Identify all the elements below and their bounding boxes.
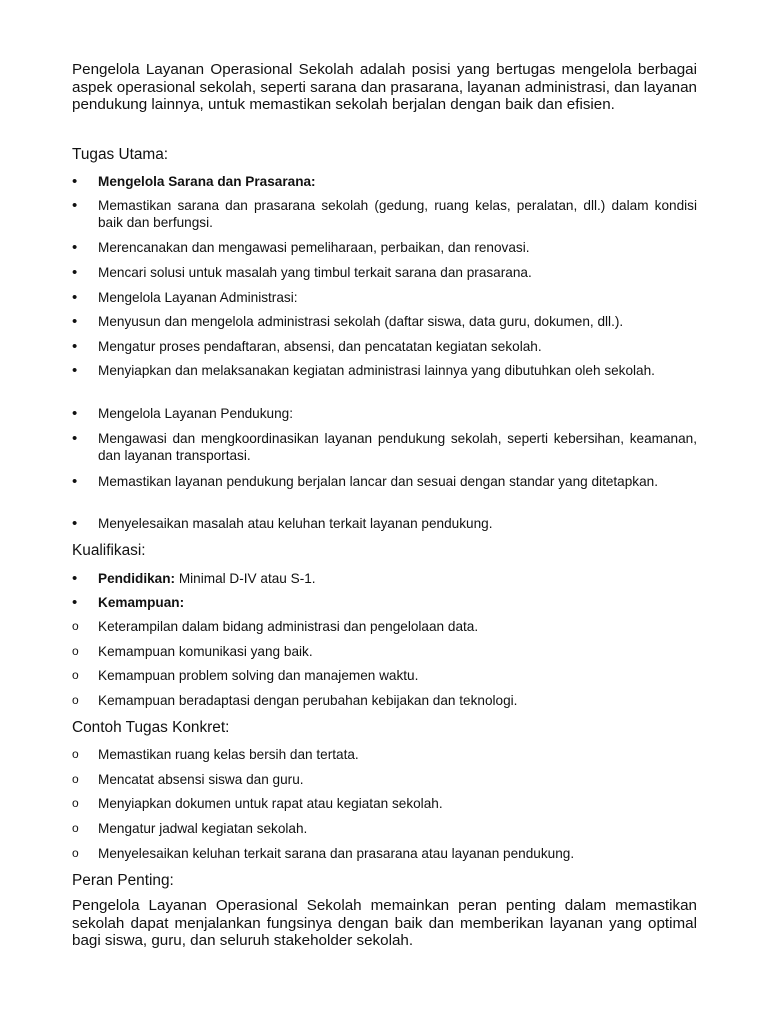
- circle-bullet-icon: o: [72, 693, 79, 707]
- list-item: [72, 430, 697, 464]
- circle-bullet-icon: o: [72, 668, 79, 682]
- item-text: Mengatur proses pendaftaran, absensi, dan pencatatan kegiatan sekolah.: [98, 339, 542, 354]
- bullet-icon: •: [72, 313, 78, 330]
- circle-bullet-icon: o: [72, 796, 79, 810]
- list-item: [72, 173, 697, 190]
- sub-list-item: [72, 692, 697, 709]
- bullet-icon: •: [72, 173, 78, 190]
- section-heading-contoh-tugas: Contoh Tugas Konkret:: [72, 719, 230, 736]
- item-text: Menyusun dan mengelola administrasi sekolah (daftar siswa, data guru, dokumen, dll.).: [98, 314, 624, 329]
- item-text: Menyelesaikan masalah atau keluhan terkait layanan pendukung.: [98, 516, 493, 531]
- list-item: [72, 289, 697, 306]
- circle-bullet-icon: o: [72, 772, 79, 786]
- list-item: [72, 197, 697, 231]
- circle-bullet-icon: o: [72, 747, 79, 761]
- circle-bullet-icon: o: [72, 821, 79, 835]
- list-item: [72, 405, 697, 422]
- bullet-icon: •: [72, 264, 78, 281]
- list-item: [72, 239, 697, 256]
- bullet-icon: •: [72, 197, 78, 214]
- item-text: Menyiapkan dokumen untuk rapat atau kegiatan sekolah.: [98, 796, 443, 811]
- list-item: [72, 473, 697, 490]
- bullet-icon: •: [72, 473, 78, 490]
- sub-list-item: [72, 795, 697, 812]
- list-item: [72, 594, 697, 611]
- item-text: Mengelola Layanan Administrasi:: [98, 290, 298, 305]
- sub-list-item: [72, 746, 697, 763]
- item-text: Mengelola Layanan Pendukung:: [98, 406, 293, 421]
- circle-bullet-icon: o: [72, 644, 79, 658]
- item-text: Mencari solusi untuk masalah yang timbul terkait sarana dan prasarana.: [98, 265, 532, 280]
- list-item: [72, 313, 697, 330]
- bullet-icon: •: [72, 430, 78, 447]
- intro-paragraph: Pengelola Layanan Operasional Sekolah adalah posisi yang bertugas mengelola berbagai aspek operasional sekolah, seperti sarana dan prasarana, layanan administrasi, dan layanan pendukung lainnya, untuk memastikan sekolah berjalan dengan baik dan efisien.: [72, 61, 697, 114]
- sub-list-item: [72, 845, 697, 862]
- item-text: Memastikan layanan pendukung berjalan lancar dan sesuai dengan standar yang ditetapkan.: [98, 474, 658, 489]
- list-item: [72, 264, 697, 281]
- sub-list-item: [72, 667, 697, 684]
- item-text: Keterampilan dalam bidang administrasi dan pengelolaan data.: [98, 619, 479, 634]
- list-item: [72, 570, 697, 587]
- item-text: Memastikan ruang kelas bersih dan tertata.: [98, 747, 359, 762]
- item-text: Minimal D-IV atau S-1.: [175, 571, 316, 586]
- item-text: Mengatur jadwal kegiatan sekolah.: [98, 821, 308, 836]
- item-text: Kemampuan beradaptasi dengan perubahan kebijakan dan teknologi.: [98, 693, 518, 708]
- item-text: Kemampuan komunikasi yang baik.: [98, 644, 313, 659]
- section-heading-tugas-utama: Tugas Utama:: [72, 146, 169, 163]
- list-item: [72, 338, 697, 355]
- item-label: Pendidikan:: [98, 571, 176, 586]
- bullet-icon: •: [72, 239, 78, 256]
- sub-list-item: [72, 820, 697, 837]
- section-heading-peran-penting: Peran Penting:: [72, 872, 174, 889]
- item-text: Menyiapkan dan melaksanakan kegiatan administrasi lainnya yang dibutuhkan oleh sekolah.: [98, 363, 655, 378]
- list-item: [72, 515, 697, 532]
- item-label: Kemampuan:: [98, 595, 185, 610]
- section-heading-kualifikasi: Kualifikasi:: [72, 542, 146, 559]
- bullet-icon: •: [72, 338, 78, 355]
- circle-bullet-icon: o: [72, 846, 79, 860]
- item-text: Kemampuan problem solving dan manajemen waktu.: [98, 668, 419, 683]
- item-text: Mencatat absensi siswa dan guru.: [98, 772, 304, 787]
- bullet-icon: •: [72, 515, 78, 532]
- closing-paragraph: Pengelola Layanan Operasional Sekolah memainkan peran penting dalam memastikan sekolah dapat menjalankan fungsinya dengan baik dan memberikan layanan yang optimal bagi siswa, guru, dan seluruh stakeholder sekolah.: [72, 897, 697, 950]
- sub-list-item: [72, 771, 697, 788]
- sub-list-item: [72, 618, 697, 635]
- item-text: Mengawasi dan mengkoordinasikan layanan pendukung sekolah, seperti kebersihan, keamanan, dan layanan transportasi.: [98, 431, 697, 463]
- item-text: Memastikan sarana dan prasarana sekolah (gedung, ruang kelas, peralatan, dll.) dalam kondisi baik dan berfungsi.: [98, 198, 697, 230]
- bullet-icon: •: [72, 594, 78, 611]
- bullet-icon: •: [72, 570, 78, 587]
- item-text: Merencanakan dan mengawasi pemeliharaan, perbaikan, dan renovasi.: [98, 240, 530, 255]
- bullet-icon: •: [72, 289, 78, 306]
- bullet-icon: •: [72, 362, 78, 379]
- list-item: [72, 362, 697, 379]
- item-text: Menyelesaikan keluhan terkait sarana dan prasarana atau layanan pendukung.: [98, 846, 575, 861]
- bullet-icon: •: [72, 405, 78, 422]
- sub-list-item: [72, 643, 697, 660]
- item-label: Mengelola Sarana dan Prasarana:: [98, 174, 316, 189]
- circle-bullet-icon: o: [72, 619, 79, 633]
